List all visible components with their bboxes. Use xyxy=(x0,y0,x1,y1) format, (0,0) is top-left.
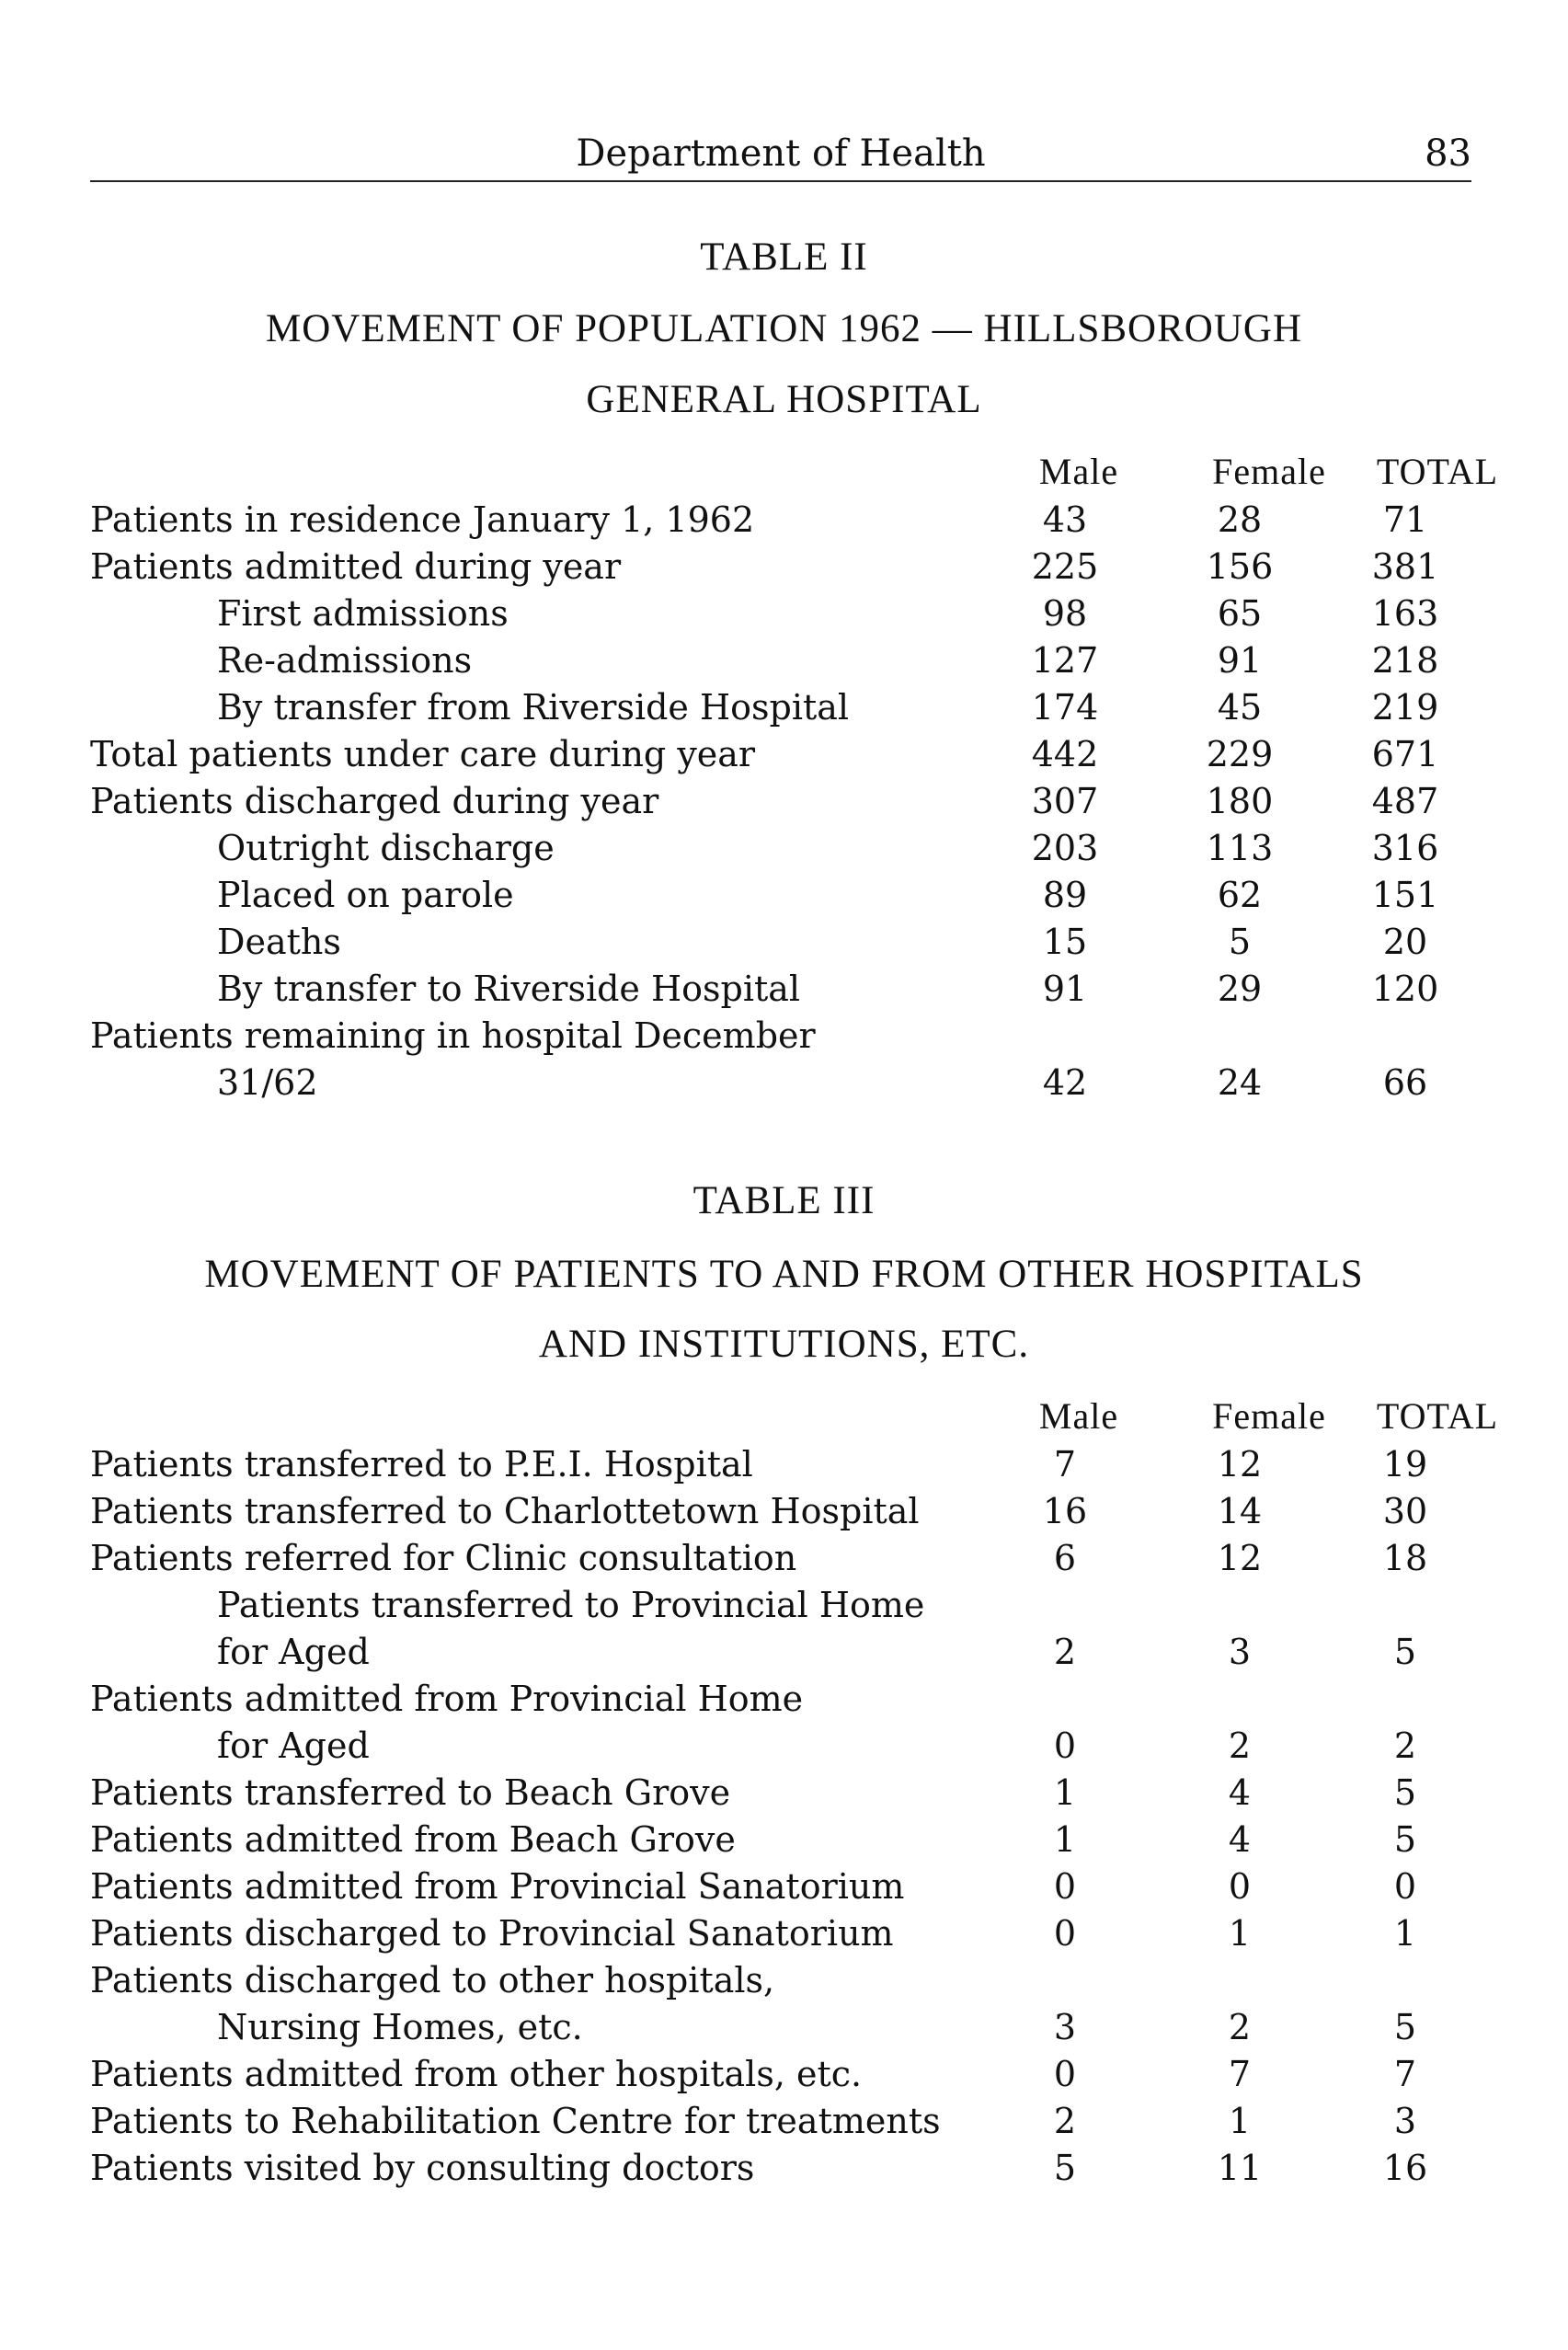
table3-column-headers xyxy=(90,1393,1499,1439)
male-value: 3 xyxy=(1053,2007,1077,2047)
male-value: 89 xyxy=(1042,875,1088,915)
table-row xyxy=(90,1863,1433,1909)
table-row xyxy=(90,825,1439,871)
total-value: 0 xyxy=(1393,1866,1417,1907)
table-row xyxy=(90,778,1439,824)
total-value: 5 xyxy=(1393,1772,1417,1813)
row-label: First admissions xyxy=(217,593,509,634)
table-row xyxy=(90,1488,1433,1534)
table3-title-line2: AND INSTITUTIONS, ETC. xyxy=(538,1323,1030,1366)
table-row xyxy=(90,1676,1433,1722)
male-value: 225 xyxy=(1031,546,1099,587)
female-value: 2 xyxy=(1228,2007,1252,2047)
female-value: 12 xyxy=(1217,1444,1263,1485)
row-label: Patients in residence January 1, 1962 xyxy=(90,499,755,540)
table-row xyxy=(90,497,1433,543)
row-label: Patients transferred to Beach Grove xyxy=(90,1772,731,1813)
total-value: 5 xyxy=(1393,1819,1417,1860)
total-value: 671 xyxy=(1371,734,1439,774)
male-value: 1 xyxy=(1053,1819,1077,1860)
col-male-header: Male xyxy=(1038,451,1119,492)
row-label: Outright discharge xyxy=(217,828,555,868)
female-value: 29 xyxy=(1217,969,1263,1009)
total-value: 381 xyxy=(1371,546,1439,587)
table-row xyxy=(90,544,1439,590)
male-value: 307 xyxy=(1031,781,1099,821)
page-header xyxy=(90,125,1471,182)
row-label: for Aged xyxy=(217,1725,370,1766)
total-value: 5 xyxy=(1393,2007,1417,2047)
row-label: Patients transferred to Charlottetown Hospital xyxy=(90,1491,920,1531)
row-label: Patients admitted during year xyxy=(90,546,622,587)
female-value: 62 xyxy=(1217,875,1263,915)
male-value: 2 xyxy=(1053,2101,1077,2141)
male-value: 5 xyxy=(1053,2148,1077,2188)
total-value: 3 xyxy=(1393,2101,1417,2141)
male-value: 127 xyxy=(1031,640,1099,681)
male-value: 7 xyxy=(1053,1444,1077,1485)
row-label: for Aged xyxy=(217,1632,370,1672)
table-row xyxy=(90,2098,1433,2144)
col-female-header: Female xyxy=(1212,1395,1326,1437)
female-value: 4 xyxy=(1228,1772,1252,1813)
row-label: Patients admitted from Provincial Home xyxy=(90,1679,804,1719)
male-value: 2 xyxy=(1053,1632,1077,1672)
total-value: 66 xyxy=(1382,1062,1428,1103)
row-label: By transfer to Riverside Hospital xyxy=(217,969,801,1009)
table-row xyxy=(90,872,1439,918)
table-row xyxy=(90,966,1439,1012)
row-label: Re-admissions xyxy=(217,640,473,681)
male-value: 203 xyxy=(1031,828,1099,868)
male-value: 0 xyxy=(1053,1725,1077,1766)
row-label: Placed on parole xyxy=(217,875,514,915)
total-value: 20 xyxy=(1382,922,1428,962)
male-value: 91 xyxy=(1042,969,1088,1009)
table-row xyxy=(90,1957,1433,2003)
female-value: 45 xyxy=(1217,687,1263,728)
col-total-header: TOTAL xyxy=(1376,1395,1499,1437)
female-value: 24 xyxy=(1217,1062,1263,1103)
total-value: 18 xyxy=(1382,1538,1428,1578)
row-label: Nursing Homes, etc. xyxy=(217,2007,583,2047)
row-label: Patients admitted from other hospitals, etc. xyxy=(90,2054,863,2094)
row-label: By transfer from Riverside Hospital xyxy=(217,687,850,728)
table2-title-line2: GENERAL HOSPITAL xyxy=(586,378,982,421)
female-value: 1 xyxy=(1228,1913,1252,1954)
female-value: 229 xyxy=(1206,734,1274,774)
total-value: 120 xyxy=(1371,969,1439,1009)
total-value: 163 xyxy=(1371,593,1439,634)
male-value: 6 xyxy=(1053,1538,1077,1578)
table-row xyxy=(90,1770,1433,1816)
total-value: 30 xyxy=(1382,1491,1428,1531)
table-row xyxy=(90,1582,1433,1628)
total-value: 2 xyxy=(1393,1725,1417,1766)
col-male-header: Male xyxy=(1038,1395,1119,1437)
total-value: 487 xyxy=(1371,781,1439,821)
table-row xyxy=(90,1629,1433,1675)
row-label: Total patients under care during year xyxy=(90,734,756,774)
female-value: 28 xyxy=(1217,499,1263,540)
total-value: 151 xyxy=(1371,875,1439,915)
male-value: 98 xyxy=(1042,593,1088,634)
total-value: 218 xyxy=(1371,640,1439,681)
table-row xyxy=(90,1910,1433,1956)
col-female-header: Female xyxy=(1212,451,1326,492)
total-value: 219 xyxy=(1371,687,1439,728)
table-row xyxy=(90,1060,1433,1106)
total-value: 71 xyxy=(1382,499,1428,540)
female-value: 12 xyxy=(1217,1538,1263,1578)
table-row xyxy=(90,919,1433,965)
table-row xyxy=(90,2051,1433,2097)
male-value: 16 xyxy=(1042,1491,1088,1531)
male-value: 42 xyxy=(1042,1062,1088,1103)
female-value: 14 xyxy=(1217,1491,1263,1531)
table-row xyxy=(90,1535,1433,1581)
row-label: Deaths xyxy=(217,922,341,962)
table-row xyxy=(90,1441,1433,1487)
row-label: Patients discharged during year xyxy=(90,781,659,821)
row-label: Patients visited by consulting doctors xyxy=(90,2148,755,2188)
table-row xyxy=(90,731,1439,777)
female-value: 156 xyxy=(1206,546,1274,587)
female-value: 180 xyxy=(1206,781,1274,821)
female-value: 91 xyxy=(1217,640,1263,681)
table-row xyxy=(90,684,1439,730)
male-value: 0 xyxy=(1053,2054,1077,2094)
male-value: 442 xyxy=(1031,734,1099,774)
total-value: 5 xyxy=(1393,1632,1417,1672)
running-title: Department of Health xyxy=(576,132,986,175)
male-value: 0 xyxy=(1053,1913,1077,1954)
total-value: 16 xyxy=(1382,2148,1428,2188)
total-value: 19 xyxy=(1382,1444,1428,1485)
table2-column-headers xyxy=(90,449,1499,495)
table3-label: TABLE III xyxy=(692,1179,876,1222)
female-value: 7 xyxy=(1228,2054,1252,2094)
row-label: Patients admitted from Beach Grove xyxy=(90,1819,736,1860)
male-value: 43 xyxy=(1042,499,1088,540)
table-row xyxy=(90,1723,1433,1769)
male-value: 1 xyxy=(1053,1772,1077,1813)
row-label: Patients admitted from Provincial Sanatorium xyxy=(90,1866,905,1907)
total-value: 316 xyxy=(1371,828,1439,868)
female-value: 5 xyxy=(1228,922,1252,962)
row-label: Patients transferred to P.E.I. Hospital xyxy=(90,1444,753,1485)
male-value: 0 xyxy=(1053,1866,1077,1907)
female-value: 0 xyxy=(1228,1866,1252,1907)
female-value: 3 xyxy=(1228,1632,1252,1672)
table-row xyxy=(90,2004,1433,2050)
male-value: 174 xyxy=(1031,687,1099,728)
row-label: Patients remaining in hospital December xyxy=(90,1015,816,1056)
female-value: 1 xyxy=(1228,2101,1252,2141)
row-label: Patients referred for Clinic consultation xyxy=(90,1538,797,1578)
table2-title-line1: MOVEMENT OF POPULATION 1962 — HILLSBOROUGH xyxy=(266,307,1302,350)
table3-title-line1: MOVEMENT OF PATIENTS TO AND FROM OTHER HOSPITALS xyxy=(204,1253,1364,1296)
female-value: 2 xyxy=(1228,1725,1252,1766)
female-value: 11 xyxy=(1217,2148,1263,2188)
total-value: 7 xyxy=(1393,2054,1417,2094)
row-label: 31/62 xyxy=(217,1062,318,1103)
table-row xyxy=(90,1817,1433,1863)
total-value: 1 xyxy=(1393,1913,1417,1954)
table-row xyxy=(90,590,1439,636)
female-value: 113 xyxy=(1206,828,1274,868)
row-label: Patients discharged to other hospitals, xyxy=(90,1960,775,2000)
male-value: 15 xyxy=(1042,922,1088,962)
page-number: 83 xyxy=(1425,132,1471,175)
table2-label: TABLE II xyxy=(700,235,868,279)
row-label: Patients transferred to Provincial Home xyxy=(217,1585,925,1625)
table-row xyxy=(90,1013,1433,1059)
female-value: 65 xyxy=(1217,593,1263,634)
table-row xyxy=(90,637,1439,683)
col-total-header: TOTAL xyxy=(1376,451,1499,492)
female-value: 4 xyxy=(1228,1819,1252,1860)
row-label: Patients to Rehabilitation Centre for treatments xyxy=(90,2101,941,2141)
table-row xyxy=(90,2145,1433,2191)
row-label: Patients discharged to Provincial Sanatorium xyxy=(90,1913,894,1954)
